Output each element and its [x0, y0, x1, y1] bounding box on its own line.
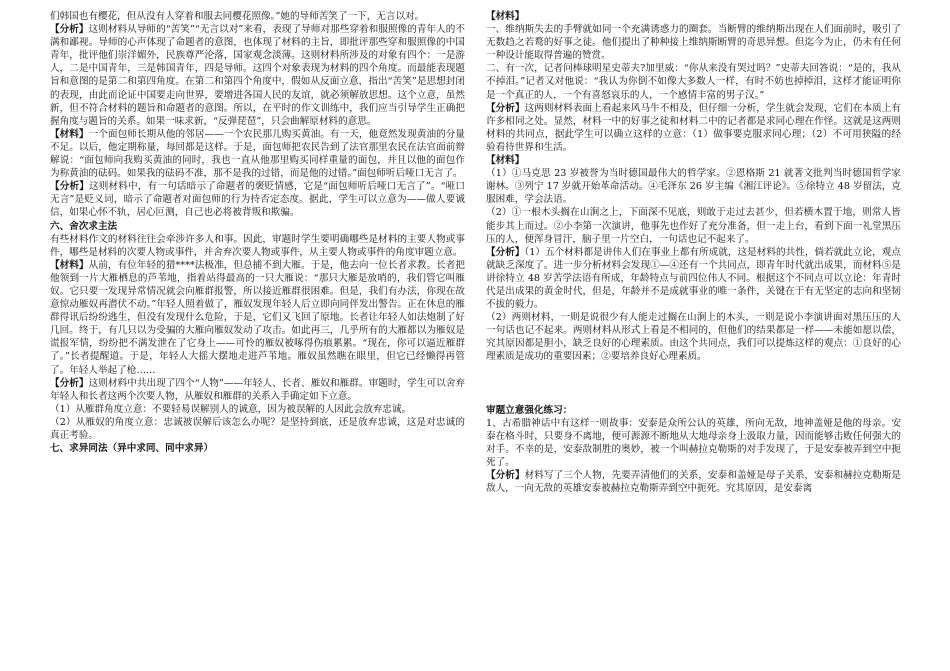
paragraph-text: 这两则材料表面上看起来风马牛不相及，但仔细一分析，学生就会发现，它们在本质上有许多相同之处。显然，材料一中的好事之徒和材料二中的记者都是求同心理在作怪。这就是这两则材料的共同点，据此学生可以确立这样的立意：（1）做事要克服求同心理；（2）不可用狭隘的经验看待世界和生活。 [486, 102, 901, 153]
section-label: 【分析】 [486, 470, 525, 481]
section-heading: 六、舍次求主法 [50, 220, 118, 232]
paragraph: （2）从雁奴的角度立意：忠诚被误解后该怎么办呢？是坚持到底，还是放弃忠诚，这是对忠诚的真正考验。 [50, 416, 465, 441]
spacer [486, 364, 901, 404]
section-label: 【材料】 [50, 128, 89, 140]
paragraph: （1）从雁群角度立意：不要轻易误解别人的诚意，因为被误解的人因此会放弃忠诚。 [50, 403, 412, 415]
section-label: 【分析】 [50, 181, 90, 193]
section-label: 【分析】 [486, 102, 525, 114]
section-label: 【分析】 [50, 24, 89, 36]
analysis-paragraph [50, 23, 465, 128]
paragraph-text: （1）五个材料都是讲伟人们在事业上都有所成就，这是材料的共性，倘若就此立论，观点就缺乏深度了。进一步分析材料会发现①—④还有一个共同点，即青年时代就出成果，而材料⑤是讲徐特立 48 岁苦学法语有所成，年龄特点与前四位伟人不同。根据这个不同点可以立论：年青时代是出成果的黄金时代，但是，年龄并不是成就事业的唯一条件，关键在于有无坚定的志向和坚韧不拔的毅力。 [486, 246, 901, 311]
paragraph-text: 从前，有位年轻的猎****法极准，但总捕不到大雁。于是，他去向一位长者求教。长者把他领到一片大雁栖息的芦苇地，指着站得最高的一只大雁说：“那只大雁是放哨的，我们管它叫雁奴。它只要一发现异常情况就会向雁群报警，所以接近雁群很困难。但是，我们有办法，你现在故意惊动雁奴再潜伏不动。”年轻人照着做了，雁奴发现年轻人后立即向同伴发出警告。正在休息的雁群得讯后纷纷逃生，但没有发现什么危险，于是，它们又飞回了原地。长者让年轻人如法炮制了好几回。终于，有几只以为受骗的大雁向雁奴发动了攻击。如此再三，几乎所有的大雁都以为雁奴是谎报军情，纷纷把不满发泄在了它身上——可怜的雁奴被啄得伤痕累累。“现在，你可以逼近雁群了。”长者提醒道。于是，年轻人大摇大摆地走进芦苇地。雁奴虽然瞧在眼里，但它已经懒得再管了。年轻人举起了枪…… [50, 259, 465, 376]
section-label: 【材料】 [486, 155, 525, 167]
material-paragraph [50, 128, 465, 180]
paragraph: （1）①马克思 23 岁被誉为当时德国最伟大的哲学家。②恩格斯 21 就著文批判当时德国哲学家谢林。③列宁 17 岁就开始革命活动。④毛泽东 26 岁主编《湘江评论》。⑤徐特立 48 岁留法，克服困难，学会法语。 [486, 168, 901, 206]
material-paragraph [50, 259, 465, 377]
paragraph: 1、古希腊神话中有这样一则故事：安泰是众所公认的英雄，所向无敌，地神盖娅是他的母亲。安泰在格斗时，只要身不离地，便可源源不断地从大地母亲身上汲取力量，因而能够击败任何强大的对手。不幸的是，安泰敌制胜的奥妙，被一个叫赫拉克勒斯的对手发现了，于是安泰被弄到空中扼死了。 [486, 417, 901, 468]
paragraph: 二、有一次，记者问棒球明星史蒂夫?加里威：“你从来没有哭过吗？”史蒂夫回答说：“是的，我从不掉泪。”记者又对他说：“我认为你倒不如像大多数人一样，有时不妨也掉掉泪，这样才能证明你是一个真正的人，一个有喜怒哀乐的人，一个感情丰富的男子汉。” [486, 63, 901, 101]
section-label: 【材料】 [50, 259, 89, 271]
paragraph-text: 材料写了三个人物，先要弄清他们的关系，安泰和盖娅是母子关系，安泰和赫拉克勒斯是敌人，一向无敌的英雄安泰被赫拉克勒斯弄到空中扼死。究其原因，是安泰离 [486, 470, 901, 495]
paragraph: （2）两则材料，一则是说很少有人能走过搁在山涧上的木头，一则是说小李演讲面对黑压压的人一句话也记不起来。两则材料从形式上看是不相同的，但他们的结果都是一样——未能如愿以偿，究其原因都是胆小，缺乏良好的心理素质。由这个共同点，我们可以提炼这样的观点：①良好的心理素质是成功的重要因素；②要培养良好心理素质。 [486, 312, 901, 363]
paragraph: （2）①一根木头搁在山涧之上，下面深不见底，则敢于走过去甚少，但若横木置于地，则常人皆能步其上而过。②小李第一次演讲，他事先也作好了充分准备，但一走上台，看到下面一礼堂黑压压的人，便浑身冒汗，脑子里一片空白，一句话也记不起来了。 [486, 207, 901, 245]
paragraph: 们韩国也有樱花，但从没有人穿着和服去同樱花照像。”她的导师苦笑了一下，无言以对。 [50, 11, 425, 22]
paragraph: 一、维纳斯失去的手臂就如同一个充满诱惑力的圈套。当断臂的维纳斯出现在人们面前时，吸引了无数趋之若鹜的好事之徒。他们提出了种种接上维纳斯断臂的奇思异想。但迄今为止，仍未有任何一种设计能取得普遍的赞赏。 [486, 24, 901, 62]
paragraph-text: 一个面包师长期从他的邻居——一个农民那儿购买黄油。有一天，他竟然发现黄油的分量不足。以后，他定期称量，每回都是这样。于是，面包师把农民告到了法官那里农民在法官面前辩解说：“面包师向我购买黄油的同时，我也一直从他那里购买同样重量的面包，并且以他的面包作为称黄油的砝码。如果我的砝码不准，那不是我的过错，而是他的过错。”面包师听后哑口无言了。 [50, 128, 465, 180]
section-label: 【材料】 [486, 11, 525, 22]
analysis-paragraph [486, 246, 901, 311]
paragraph-text: 这则材料中，有一句话暗示了命题者的褒贬情感，它是“面包师听后哑口无言了”。“哑口无言”是贬义词，暗示了命题者对面包师的行为持否定态度。据此，学生可以立意为——做人要诚信，如果心怀不轨，居心叵测，自己也必将被背叛和欺骗。 [50, 181, 465, 219]
paragraph: 有些材料作文的材料往往会牵涉许多人和事。因此，审题时学生要明确哪些是材料的主要人物或事件，哪些是材料的次要人物或事件，并舍弃次要人物或事件，从主要人物或事件的角度审题立意。 [50, 233, 465, 258]
section-label: 【分析】 [50, 377, 89, 389]
section-label: 【分析】 [486, 246, 525, 258]
left-column [50, 10, 465, 665]
paragraph-text: 这则材料从导师的“苦笑”“无言以对”来看，表现了导师对那些穿着和服照像的青年人的不满和鄙视。导师的心声体现了命题者的意图，也体现了材料的主旨，即批评那些穿和服照像的中国青年，批评他们崇洋媚外，民族尊严沦落，国家观念淡薄。这则材料所涉及的对象有四个：一是游人，二是中国青年，三是韩国青年，四是导师。这四个对象表现为材料的四个角度。而最能表现题旨和意图的是第二和第四角度。在第二和第四个角度中，假如从反面立意，指出“苦笑”是思想封闭的表现，由此而论证中国要走向世界，要增进各国人民的友谊，就必须解放思想。这个立意，虽然新，但不符合材料的题旨和命题者的意图。所以，在平时的作文训练中，我们应当引导学生正确把握角度与题旨的关系。如果一味求新，“反弹琵琶”，只会曲解原材料的意思。 [50, 24, 465, 127]
paragraph-text: 这则材料中共出现了四个“人物”——年轻人、长者、雁奴和雁群。审题时，学生可以舍弃年轻人和长者这两个次要人物，从雁奴和雁群的关系入手确定如下立意。 [50, 377, 465, 402]
section-heading: 审题立意强化练习： [486, 404, 573, 416]
section-heading: 七、求异同法（异中求同、同中求异） [50, 443, 214, 455]
analysis-paragraph [50, 180, 465, 219]
right-column [486, 10, 901, 665]
analysis-paragraph [486, 469, 901, 495]
analysis-paragraph [50, 377, 465, 403]
analysis-paragraph [486, 102, 901, 154]
